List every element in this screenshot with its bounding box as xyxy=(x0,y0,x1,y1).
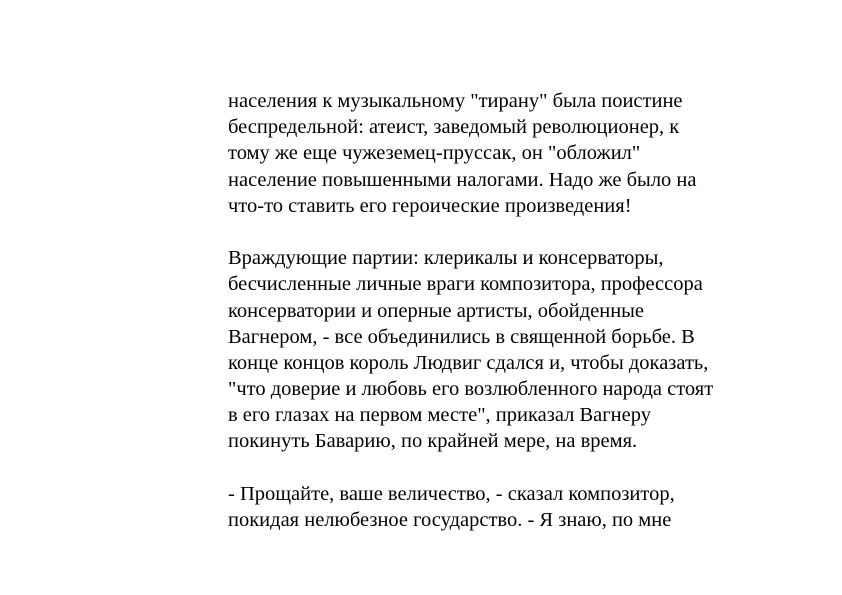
text-line: населения к музыкальному "тирану" была поистине xyxy=(228,90,683,112)
document-text xyxy=(228,88,788,533)
paragraph-2 xyxy=(228,245,788,455)
text-line: конце концов король Людвиг сдался и, чтобы доказать, xyxy=(228,351,709,374)
text-line: население повышенными налогами. Надо же было на xyxy=(228,168,697,191)
paragraph-1 xyxy=(228,88,788,219)
text-line: беспредельной: атеист, заведомый революционер, к xyxy=(228,116,680,139)
text-line: что-то ставить его героические произведения! xyxy=(228,194,632,217)
text-line: Вагнером, - все объединились в священной борьбе. В xyxy=(228,325,695,348)
paragraph-spacer xyxy=(228,219,788,245)
paragraph-spacer xyxy=(228,455,788,481)
text-line: покинуть Баварию, по крайней мере, на время. xyxy=(228,430,638,453)
text-line: в его глазах на первом месте", приказал Вагнеру xyxy=(228,404,651,427)
text-line: - Прощайте, ваше величество, - сказал композитор, xyxy=(228,482,675,505)
text-line: покидая нелюбезное государство. - Я знаю, по мне xyxy=(228,509,672,531)
text-line: тому же еще чужеземец-пруссак, он "обложил" xyxy=(228,142,641,165)
text-line: "что доверие и любовь его возлюбленного народа стоят xyxy=(228,378,714,401)
text-line: бесчисленные личные враги композитора, профессора xyxy=(228,273,703,296)
text-line: Враждующие партии: клерикалы и консерваторы, xyxy=(228,247,664,270)
text-line: консерватории и оперные артисты, обойденные xyxy=(228,299,645,322)
paragraph-3 xyxy=(228,481,788,533)
